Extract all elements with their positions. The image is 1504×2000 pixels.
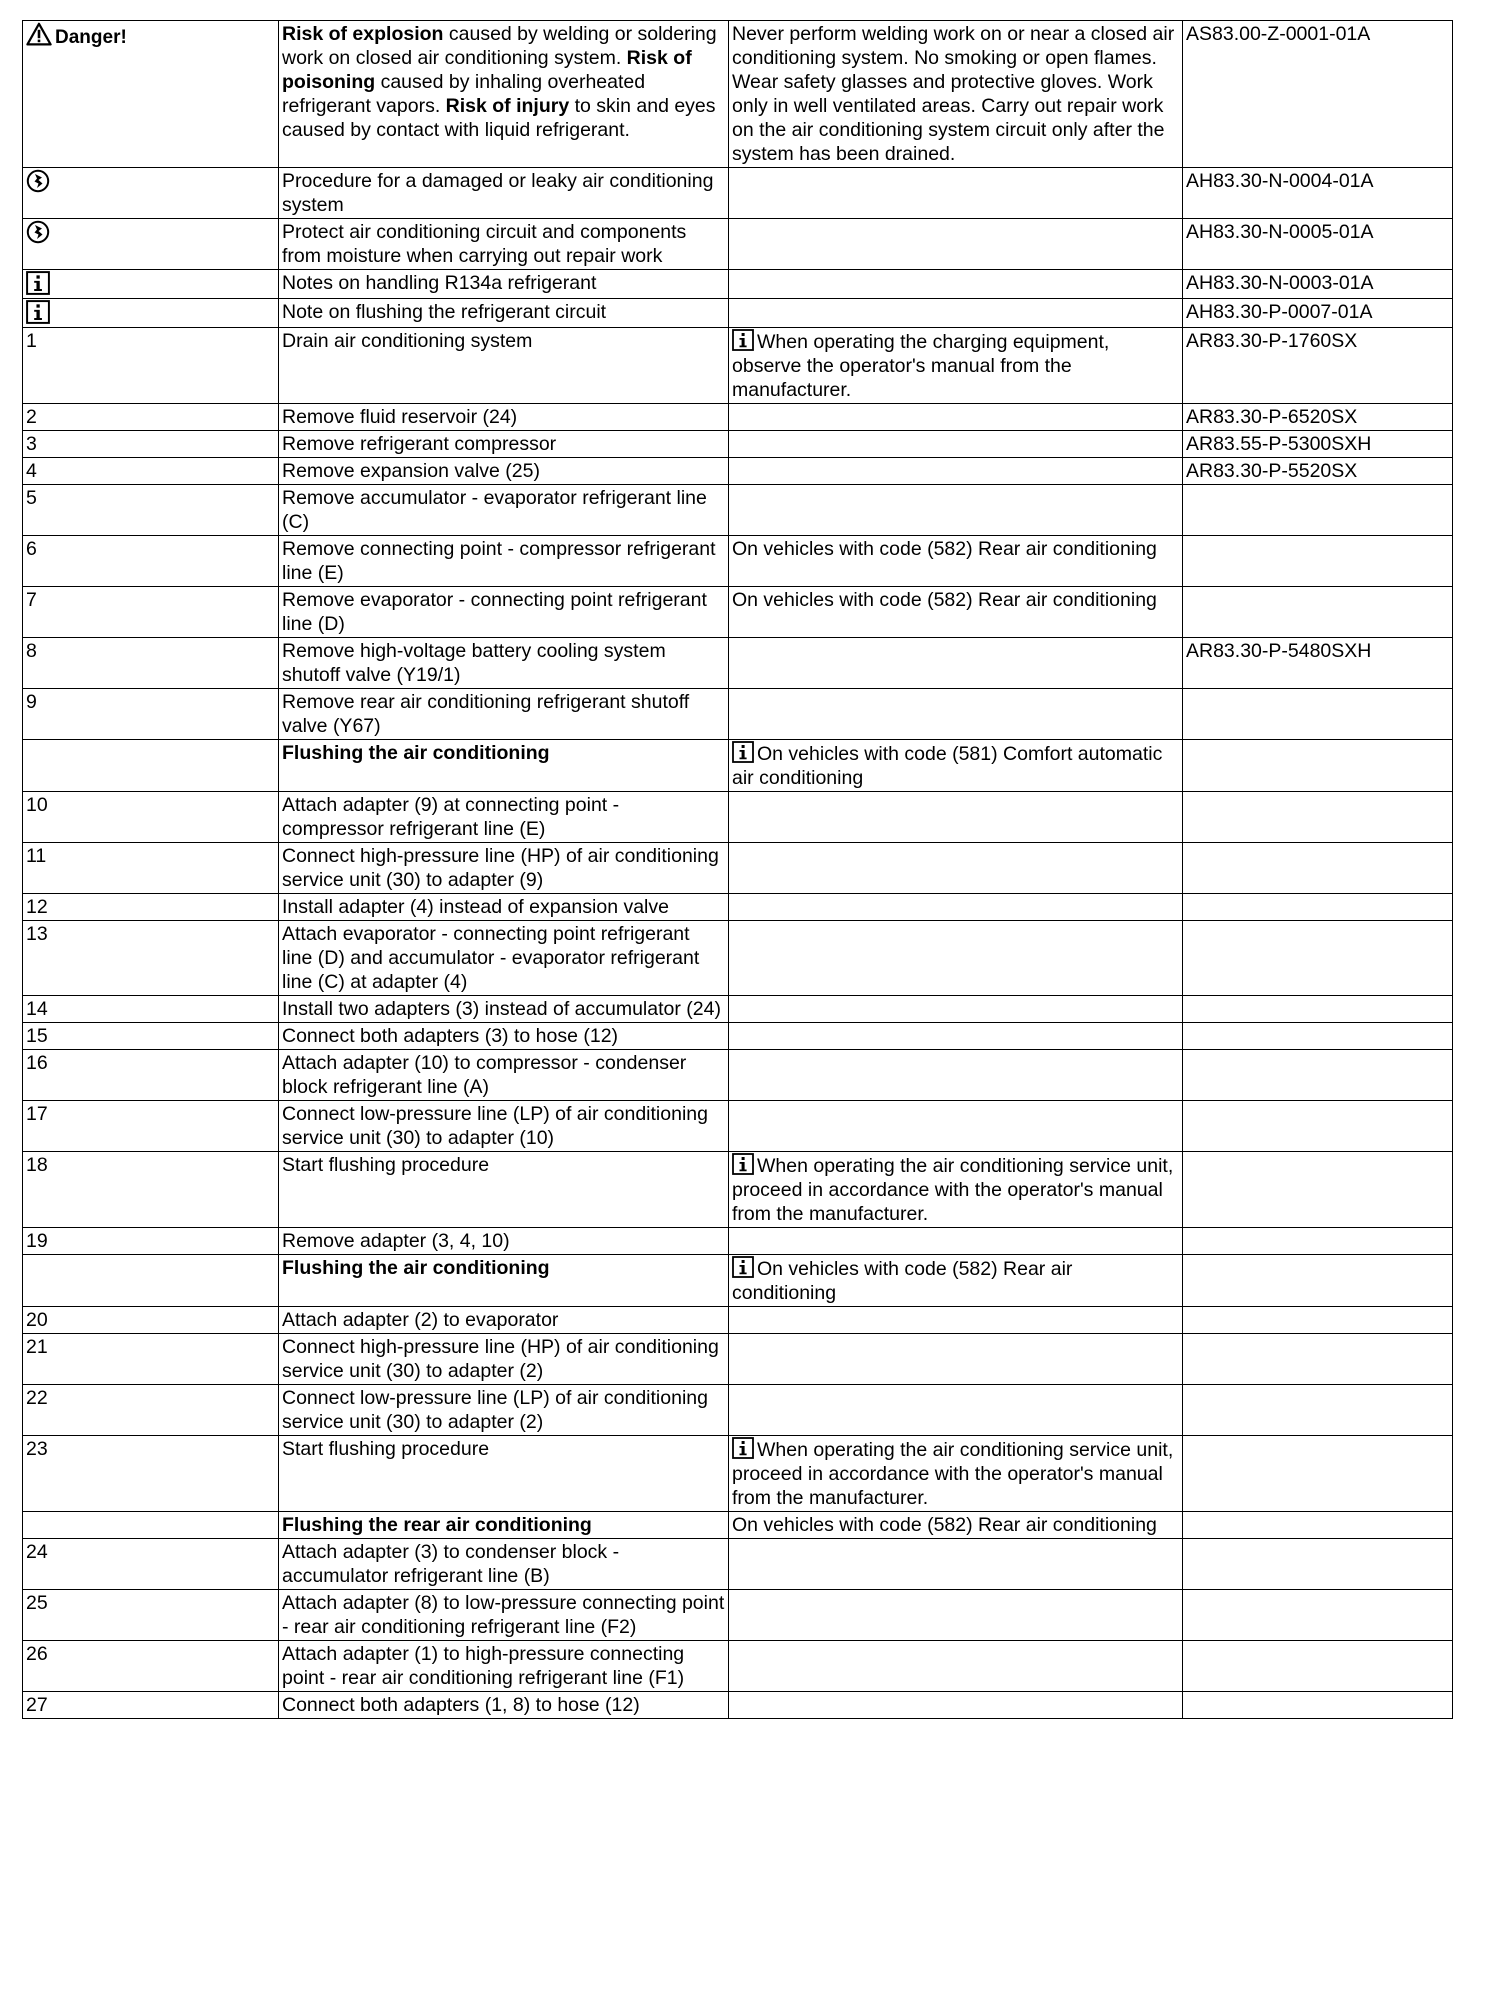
section-heading-row (23, 1255, 1453, 1307)
risk-text: to skin and eyes caused by contact with liquid refrigerant. (282, 95, 716, 141)
step-number-cell (23, 299, 279, 328)
step-number: 8 (26, 640, 37, 662)
step-number-cell (23, 1692, 279, 1719)
step-row (23, 587, 1453, 638)
section-heading-row (23, 740, 1453, 792)
reference-cell (1183, 1539, 1453, 1590)
step-row (23, 1641, 1453, 1692)
step-description-cell (279, 894, 729, 921)
step-row (23, 792, 1453, 843)
step-description: Remove adapter (3, 4, 10) (282, 1230, 510, 1252)
step-description-cell (279, 485, 729, 536)
step-remark-cell (729, 996, 1183, 1023)
reference-cell (1183, 536, 1453, 587)
step-row (23, 1152, 1453, 1228)
step-row (23, 1050, 1453, 1101)
reference-code: AR83.30-P-5480SXH (1186, 640, 1372, 662)
procedure-table (22, 20, 1453, 1719)
reference-cell (1183, 792, 1453, 843)
step-number-cell (23, 1334, 279, 1385)
note-icon (26, 169, 50, 193)
step-description-cell (279, 1692, 729, 1719)
step-description: Remove high-voltage battery cooling system shutoff valve (Y19/1) (282, 640, 666, 686)
step-remark-cell (729, 1101, 1183, 1152)
step-description-cell (279, 1334, 729, 1385)
step-description: Connect both adapters (3) to hose (12) (282, 1025, 619, 1047)
step-remark-cell (729, 299, 1183, 328)
reference-cell (1183, 328, 1453, 404)
danger-row (23, 21, 1453, 168)
step-number: 23 (26, 1438, 48, 1460)
section-heading: Flushing the air conditioning (282, 1257, 550, 1279)
info-icon (732, 741, 754, 763)
reference-cell (1183, 1023, 1453, 1050)
reference-cell (1183, 921, 1453, 996)
step-number: 24 (26, 1541, 48, 1563)
reference-cell (1183, 996, 1453, 1023)
reference-cell (1183, 638, 1453, 689)
step-remark-cell (729, 485, 1183, 536)
reference-cell (1183, 1255, 1453, 1307)
step-number-cell (23, 1152, 279, 1228)
step-description-cell (279, 638, 729, 689)
reference-cell (1183, 485, 1453, 536)
step-number: 16 (26, 1052, 48, 1074)
step-number: 20 (26, 1309, 48, 1331)
step-row (23, 536, 1453, 587)
step-remark-cell (729, 1641, 1183, 1692)
step-description: Remove accumulator - evaporator refrigerant line (C) (282, 487, 707, 533)
step-description-cell (279, 1436, 729, 1512)
step-description: Install two adapters (3) instead of accumulator (24) (282, 998, 721, 1020)
step-description-cell (279, 843, 729, 894)
reference-cell (1183, 1385, 1453, 1436)
step-remark-cell (729, 1512, 1183, 1539)
step-description-cell (279, 1512, 729, 1539)
step-description: Protect air conditioning circuit and components from moisture when carrying out repair work (282, 221, 687, 267)
step-remark-cell (729, 1255, 1183, 1307)
reference-code: AR83.30-P-6520SX (1186, 406, 1358, 428)
step-row (23, 485, 1453, 536)
step-remark: Never perform welding work on or near a closed air conditioning system. No smoking or open flames. Wear safety glasses and protective gloves. Work only in well ventilated areas. Carry out repair work on the air conditioning system circuit only after the system has been drained. (732, 23, 1175, 165)
step-number-cell (23, 996, 279, 1023)
step-description: Attach adapter (8) to low-pressure connecting point - rear air conditioning refrigerant line (F2) (282, 1592, 725, 1638)
procedure-table-body (23, 21, 1453, 1719)
step-row (23, 1101, 1453, 1152)
step-description: Remove rear air conditioning refrigerant shutoff valve (Y67) (282, 691, 690, 737)
step-number-cell (23, 219, 279, 270)
info-icon (732, 1256, 754, 1278)
step-description: Remove evaporator - connecting point refrigerant line (D) (282, 589, 707, 635)
risk-term: Risk of injury (445, 95, 570, 117)
reference-cell (1183, 1152, 1453, 1228)
step-remark-cell (729, 1385, 1183, 1436)
step-number-cell (23, 270, 279, 299)
step-number: 22 (26, 1387, 48, 1409)
step-row (23, 1692, 1453, 1719)
step-description: Attach evaporator - connecting point refrigerant line (D) and accumulator - evaporator refrigerant line (C) at adapter (4) (282, 923, 700, 993)
info-icon (732, 329, 754, 351)
step-number: 1 (26, 330, 37, 352)
reference-code: AR83.30-P-1760SX (1186, 330, 1358, 352)
step-description: Attach adapter (2) to evaporator (282, 1309, 559, 1331)
step-number: 3 (26, 433, 37, 455)
reference-cell (1183, 894, 1453, 921)
step-remark-cell (729, 1228, 1183, 1255)
step-description: Connect low-pressure line (LP) of air conditioning service unit (30) to adapter (10) (282, 1103, 708, 1149)
step-number-cell (23, 1436, 279, 1512)
step-description-cell (279, 270, 729, 299)
step-number-cell (23, 921, 279, 996)
step-remark-cell (729, 638, 1183, 689)
reference-cell (1183, 404, 1453, 431)
step-number-cell (23, 587, 279, 638)
step-number-cell (23, 638, 279, 689)
step-description: Start flushing procedure (282, 1154, 490, 1176)
step-description-cell (279, 1641, 729, 1692)
step-description: Remove refrigerant compressor (282, 433, 557, 455)
step-number: 5 (26, 487, 37, 509)
step-remark-cell (729, 1692, 1183, 1719)
step-description-cell (279, 921, 729, 996)
step-number-cell (23, 485, 279, 536)
step-number-cell (23, 843, 279, 894)
reference-cell (1183, 1590, 1453, 1641)
step-number-cell (23, 792, 279, 843)
step-description: Procedure for a damaged or leaky air conditioning system (282, 170, 714, 216)
step-description-cell (279, 1050, 729, 1101)
step-number: 9 (26, 691, 37, 713)
step-description-cell (279, 1385, 729, 1436)
step-row (23, 431, 1453, 458)
step-number: 6 (26, 538, 37, 560)
step-row (23, 404, 1453, 431)
risk-term: Risk of poisoning (282, 47, 692, 93)
step-description: Attach adapter (1) to high-pressure connecting point - rear air conditioning refrigerant line (F1) (282, 1643, 685, 1689)
reference-cell (1183, 1307, 1453, 1334)
step-row (23, 1334, 1453, 1385)
step-number-cell (23, 1385, 279, 1436)
step-description-cell (279, 1101, 729, 1152)
step-number: 17 (26, 1103, 48, 1125)
step-number-cell (23, 1590, 279, 1641)
step-description: Attach adapter (10) to compressor - condenser block refrigerant line (A) (282, 1052, 687, 1098)
step-number-cell (23, 458, 279, 485)
step-remark-cell (729, 328, 1183, 404)
step-row (23, 921, 1453, 996)
step-description-cell (279, 299, 729, 328)
step-description: Attach adapter (3) to condenser block - accumulator refrigerant line (B) (282, 1541, 620, 1587)
step-remark-cell (729, 168, 1183, 219)
step-description-cell (279, 1023, 729, 1050)
reference-code: AR83.30-P-5520SX (1186, 460, 1358, 482)
step-description-cell (279, 1590, 729, 1641)
step-remark-cell (729, 1023, 1183, 1050)
step-number: 26 (26, 1643, 48, 1665)
step-row (23, 996, 1453, 1023)
step-description: Connect high-pressure line (HP) of air conditioning service unit (30) to adapter (2) (282, 1336, 719, 1382)
step-remark: On vehicles with code (582) Rear air conditioning (732, 589, 1157, 611)
step-row (23, 843, 1453, 894)
step-description-cell (279, 219, 729, 270)
step-description-cell (279, 689, 729, 740)
info-icon (732, 1153, 754, 1175)
reference-cell (1183, 587, 1453, 638)
step-number-cell (23, 1101, 279, 1152)
step-description-cell (279, 1307, 729, 1334)
reference-cell (1183, 299, 1453, 328)
reference-cell (1183, 843, 1453, 894)
step-description-cell (279, 536, 729, 587)
reference-cell (1183, 1334, 1453, 1385)
note-icon (26, 220, 50, 244)
step-number: 15 (26, 1025, 48, 1047)
reference-cell (1183, 21, 1453, 168)
step-description-cell (279, 404, 729, 431)
reference-cell (1183, 740, 1453, 792)
step-number: 21 (26, 1336, 48, 1358)
step-number-cell (23, 894, 279, 921)
reference-cell (1183, 458, 1453, 485)
reference-code: AH83.30-N-0005-01A (1186, 221, 1374, 243)
step-row (23, 1228, 1453, 1255)
reference-cell (1183, 1692, 1453, 1719)
step-description: Attach adapter (9) at connecting point - compressor refrigerant line (E) (282, 794, 620, 840)
step-number-cell (23, 1255, 279, 1307)
reference-cell (1183, 431, 1453, 458)
note-row (23, 168, 1453, 219)
step-description-cell (279, 21, 729, 168)
step-number-cell (23, 740, 279, 792)
step-remark-cell (729, 1152, 1183, 1228)
reference-code: AS83.00-Z-0001-01A (1186, 23, 1371, 45)
step-row (23, 1385, 1453, 1436)
step-remark-cell (729, 1436, 1183, 1512)
step-number-cell (23, 168, 279, 219)
info-icon (26, 300, 50, 324)
step-row (23, 689, 1453, 740)
step-number: 7 (26, 589, 37, 611)
step-number-cell (23, 328, 279, 404)
reference-cell (1183, 168, 1453, 219)
info-icon (732, 1437, 754, 1459)
risk-text: caused by welding or soldering work on closed air conditioning system. (282, 23, 717, 69)
step-remark-cell (729, 219, 1183, 270)
step-remark-cell (729, 1307, 1183, 1334)
step-description-cell (279, 996, 729, 1023)
step-remark-cell (729, 270, 1183, 299)
step-row (23, 638, 1453, 689)
step-number: 12 (26, 896, 48, 918)
reference-cell (1183, 689, 1453, 740)
step-row (23, 458, 1453, 485)
note-row (23, 270, 1453, 299)
note-row (23, 219, 1453, 270)
step-number-cell (23, 1050, 279, 1101)
step-description-cell (279, 1255, 729, 1307)
step-description-cell (279, 740, 729, 792)
step-number-cell (23, 1228, 279, 1255)
step-number-cell (23, 536, 279, 587)
reference-cell (1183, 270, 1453, 299)
section-heading: Flushing the rear air conditioning (282, 1514, 592, 1536)
reference-code: AH83.30-P-0007-01A (1186, 301, 1373, 323)
step-number-cell (23, 1641, 279, 1692)
step-remark-cell (729, 1539, 1183, 1590)
reference-cell (1183, 1641, 1453, 1692)
step-description: Notes on handling R134a refrigerant (282, 272, 597, 294)
step-remark: On vehicles with code (582) Rear air conditioning (732, 538, 1157, 560)
reference-cell (1183, 1228, 1453, 1255)
step-remark: When operating the charging equipment, observe the operator's manual from the manufacturer. (732, 331, 1110, 401)
step-number: 25 (26, 1592, 48, 1614)
step-remark-cell (729, 689, 1183, 740)
step-number: 2 (26, 406, 37, 428)
step-description-cell (279, 1152, 729, 1228)
step-description: Remove fluid reservoir (24) (282, 406, 518, 428)
step-number: 11 (26, 845, 47, 867)
step-remark: When operating the air conditioning service unit, proceed in accordance with the operator's manual from the manufacturer. (732, 1155, 1174, 1225)
step-number-cell (23, 689, 279, 740)
step-row (23, 1436, 1453, 1512)
reference-cell (1183, 1512, 1453, 1539)
step-remark: On vehicles with code (582) Rear air conditioning (732, 1514, 1157, 1536)
step-number: 19 (26, 1230, 48, 1252)
step-description-cell (279, 431, 729, 458)
step-number-cell (23, 1512, 279, 1539)
step-number-cell (23, 1023, 279, 1050)
section-heading: Flushing the air conditioning (282, 742, 550, 764)
warning-triangle-icon (26, 22, 52, 46)
step-remark-cell (729, 431, 1183, 458)
info-icon (26, 271, 50, 295)
step-description-cell (279, 792, 729, 843)
step-number: 13 (26, 923, 48, 945)
step-description-cell (279, 168, 729, 219)
step-remark-cell (729, 1050, 1183, 1101)
risk-text: caused by inhaling overheated refrigerant vapors. (282, 71, 646, 117)
step-row (23, 1539, 1453, 1590)
reference-code: AR83.55-P-5300SXH (1186, 433, 1372, 455)
step-remark-cell (729, 1334, 1183, 1385)
step-number: 27 (26, 1694, 48, 1716)
step-description-cell (279, 1539, 729, 1590)
step-number-cell (23, 404, 279, 431)
step-remark-cell (729, 921, 1183, 996)
step-row (23, 1307, 1453, 1334)
step-remark: When operating the air conditioning service unit, proceed in accordance with the operator's manual from the manufacturer. (732, 1439, 1174, 1509)
danger-label: Danger! (55, 27, 127, 48)
step-remark-cell (729, 1590, 1183, 1641)
reference-cell (1183, 219, 1453, 270)
step-row (23, 1590, 1453, 1641)
step-description-cell (279, 458, 729, 485)
step-description: Connect both adapters (1, 8) to hose (12) (282, 1694, 640, 1716)
step-remark: On vehicles with code (581) Comfort automatic air conditioning (732, 743, 1163, 789)
step-description: Remove connecting point - compressor refrigerant line (E) (282, 538, 716, 584)
reference-cell (1183, 1050, 1453, 1101)
step-remark-cell (729, 894, 1183, 921)
step-description-cell (279, 1228, 729, 1255)
risk-term: Risk of explosion (282, 23, 449, 45)
step-description: Note on flushing the refrigerant circuit (282, 301, 607, 323)
step-description: Drain air conditioning system (282, 330, 533, 352)
step-number: 14 (26, 998, 48, 1020)
step-remark-cell (729, 21, 1183, 168)
step-remark-cell (729, 792, 1183, 843)
step-description-cell (279, 587, 729, 638)
step-number: 4 (26, 460, 37, 482)
step-remark-cell (729, 404, 1183, 431)
reference-code: AH83.30-N-0003-01A (1186, 272, 1374, 294)
step-description: Connect low-pressure line (LP) of air conditioning service unit (30) to adapter (2) (282, 1387, 708, 1433)
step-description: Install adapter (4) instead of expansion valve (282, 896, 669, 918)
step-remark-cell (729, 587, 1183, 638)
step-remark-cell (729, 536, 1183, 587)
step-description: Start flushing procedure (282, 1438, 490, 1460)
step-remark: On vehicles with code (582) Rear air conditioning (732, 1258, 1073, 1304)
reference-code: AH83.30-N-0004-01A (1186, 170, 1374, 192)
step-description: Connect high-pressure line (HP) of air conditioning service unit (30) to adapter (9) (282, 845, 719, 891)
step-remark-cell (729, 843, 1183, 894)
step-number-cell (23, 1539, 279, 1590)
step-number-cell (23, 21, 279, 168)
step-remark-cell (729, 740, 1183, 792)
note-row (23, 299, 1453, 328)
step-number-cell (23, 1307, 279, 1334)
section-heading-row (23, 1512, 1453, 1539)
step-number: 18 (26, 1154, 48, 1176)
step-number: 10 (26, 794, 48, 816)
step-row (23, 328, 1453, 404)
step-row (23, 894, 1453, 921)
step-description-cell (279, 328, 729, 404)
reference-cell (1183, 1101, 1453, 1152)
step-row (23, 1023, 1453, 1050)
step-remark-cell (729, 458, 1183, 485)
reference-cell (1183, 1436, 1453, 1512)
step-description: Remove expansion valve (25) (282, 460, 540, 482)
step-number-cell (23, 431, 279, 458)
